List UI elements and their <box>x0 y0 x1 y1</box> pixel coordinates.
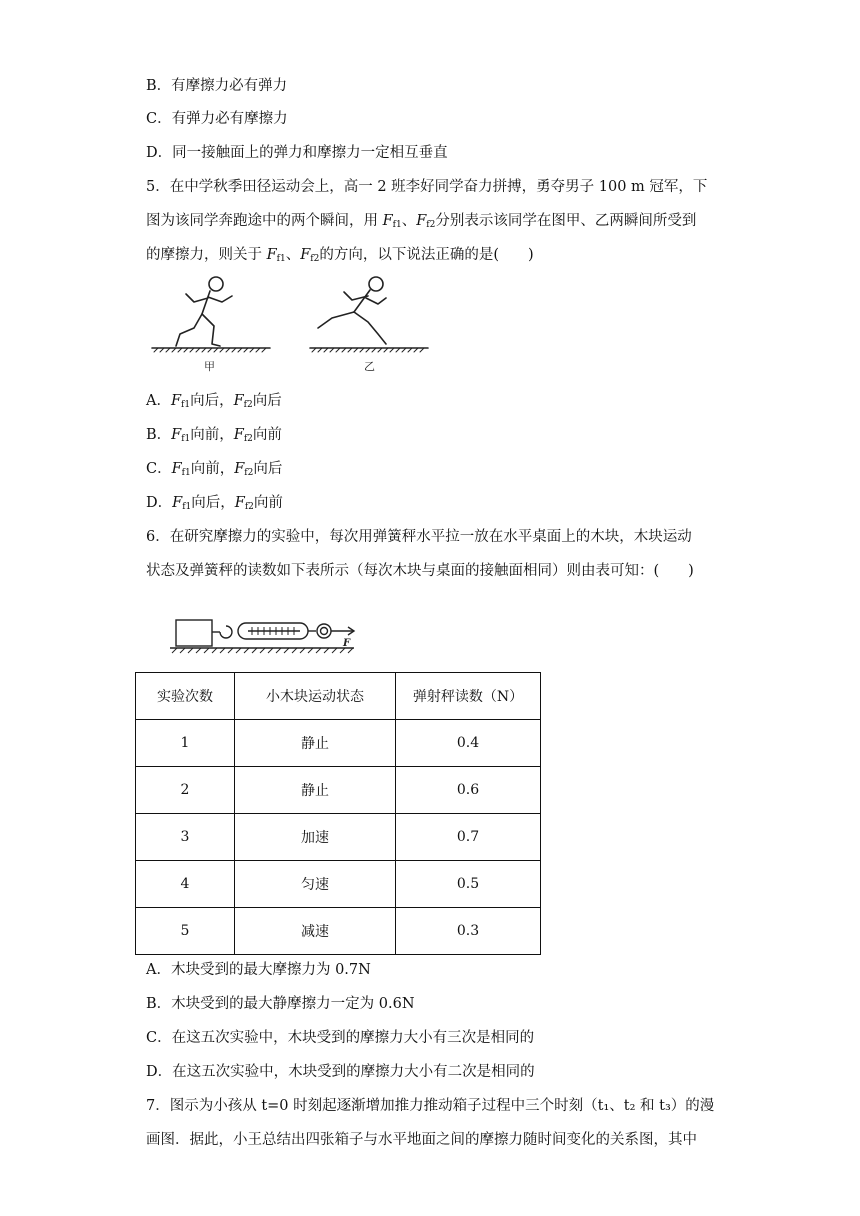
cell-reading: 0.6 <box>396 767 541 814</box>
runner-figure <box>146 272 436 376</box>
cell-trial: 5 <box>136 908 235 955</box>
q6-stem-line2: 状态及弹簧秤的读数如下表所示（每次木块与桌面的接触面相同）则由表可知：( ) <box>146 563 694 579</box>
q4-option-c: C．有弹力必有摩擦力 <box>146 111 288 127</box>
q5-stem-line3: 的摩擦力，则关于 $F_{f1}$、$F_{f2}$的方向，以下说法正确的是( ) <box>146 247 534 264</box>
cell-state: 匀速 <box>235 861 396 908</box>
q6-option-b: B．木块受到的最大静摩擦力一定为 0.6N <box>146 996 415 1012</box>
label-yi: 乙 <box>364 360 375 373</box>
header-reading: 弹射秤读数（N） <box>396 673 541 720</box>
label-jia: 甲 <box>204 360 215 373</box>
cell-reading: 0.3 <box>396 908 541 955</box>
q4-option-d: D．同一接触面上的弹力和摩擦力一定相互垂直 <box>146 145 448 161</box>
table-row <box>136 720 541 767</box>
q5-stem-line1: 5．在中学秋季田径运动会上，高一 2 班李好同学奋力拼搏，勇夺男子 100 m 冠军，下 <box>146 179 708 195</box>
table-row <box>136 861 541 908</box>
cell-state: 静止 <box>235 720 396 767</box>
cell-state: 减速 <box>235 908 396 955</box>
cell-reading: 0.4 <box>396 720 541 767</box>
cell-state: 静止 <box>235 767 396 814</box>
header-state: 小木块运动状态 <box>235 673 396 720</box>
header-trial: 实验次数 <box>136 673 235 720</box>
spring-scale-figure <box>168 612 364 660</box>
cell-trial: 3 <box>136 814 235 861</box>
table-row <box>136 767 541 814</box>
q5-option-d: D．$F_{f1}$向后，$F_{f2}$向前 <box>146 495 283 512</box>
q5-stem-line2: 图为该同学奔跑途中的两个瞬间，用 $F_{f1}$、$F_{f2}$分别表示该同学在图甲、乙两瞬间所受到 <box>146 213 697 230</box>
cell-reading: 0.5 <box>396 861 541 908</box>
cell-trial: 2 <box>136 767 235 814</box>
table-header-row <box>136 673 541 720</box>
q6-stem-line1: 6．在研究摩擦力的实验中，每次用弹簧秤水平拉一放在水平桌面上的木块，木块运动 <box>146 529 692 545</box>
q4-option-b: B．有摩擦力必有弹力 <box>146 78 288 94</box>
experiment-table <box>135 672 541 955</box>
q6-option-d: D．在这五次实验中，木块受到的摩擦力大小有二次是相同的 <box>146 1064 535 1080</box>
cell-reading: 0.7 <box>396 814 541 861</box>
cell-trial: 4 <box>136 861 235 908</box>
q5-option-c: C．$F_{f1}$向前，$F_{f2}$向后 <box>146 461 283 478</box>
q5-option-a: A．$F_{f1}$向后，$F_{f2}$向后 <box>146 393 282 410</box>
force-label: F <box>343 638 351 649</box>
cell-state: 加速 <box>235 814 396 861</box>
q6-option-c: C．在这五次实验中，木块受到的摩擦力大小有三次是相同的 <box>146 1030 535 1046</box>
q7-stem-line1: 7．图示为小孩从 t=0 时刻起逐渐增加推力推动箱子过程中三个时刻（t₁、t₂ 和 t₃）的漫 <box>146 1098 715 1114</box>
q5-option-b: B．$F_{f1}$向前，$F_{f2}$向前 <box>146 427 282 444</box>
table-row <box>136 814 541 861</box>
table-row <box>136 908 541 955</box>
cell-trial: 1 <box>136 720 235 767</box>
q6-option-a: A．木块受到的最大摩擦力为 0.7N <box>146 962 371 978</box>
q7-stem-line2: 画图．据此，小王总结出四张箱子与水平地面之间的摩擦力随时间变化的关系图，其中 <box>146 1132 697 1148</box>
